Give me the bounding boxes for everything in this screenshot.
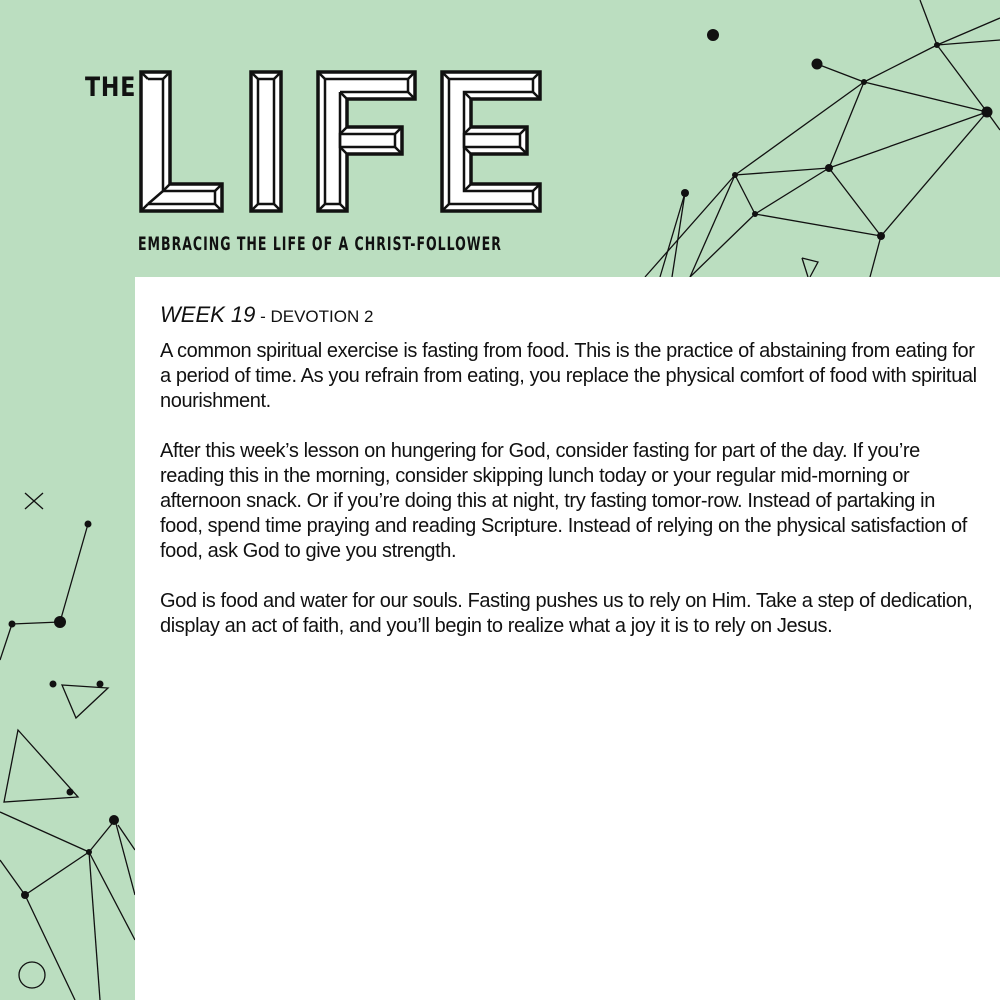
- logo-life-wordmark: [0, 0, 560, 230]
- logo-the-text: THE: [85, 72, 137, 103]
- devotion-body: [160, 339, 980, 664]
- devotion-card: [135, 277, 1000, 1000]
- devotion-paragraph: A common spiritual exercise is fasting from food. This is the practice of abstaining from eating for a period of time. As you refrain from eating, you replace the physical comfort of food with spiritual nourishment.: [160, 340, 977, 412]
- devotion-paragraph: God is food and water for our souls. Fasting pushes us to rely on Him. Take a step of dedication, display an act of faith, and you’ll begin to realize what a joy it is to rely on Jesus.: [160, 590, 973, 637]
- devotion-heading: [160, 302, 373, 328]
- logo-tagline: EMBRACING THE LIFE OF A CHRIST-FOLLOWER: [138, 233, 502, 255]
- devotion-label: - DEVOTION 2: [255, 307, 374, 326]
- devotion-paragraph: After this week’s lesson on hungering for God, consider fasting for part of the day. If you’re reading this in the morning, consider skipping lunch today or your regular mid-morning or afternoon snack. Or if you’re doing this at night, try fasting tomor-row. Instead of partaking in food, spend time praying and reading Scripture. Instead of relying on the physical satisfaction of food, ask God to give you strength.: [160, 440, 967, 562]
- week-label: WEEK 19: [160, 302, 256, 327]
